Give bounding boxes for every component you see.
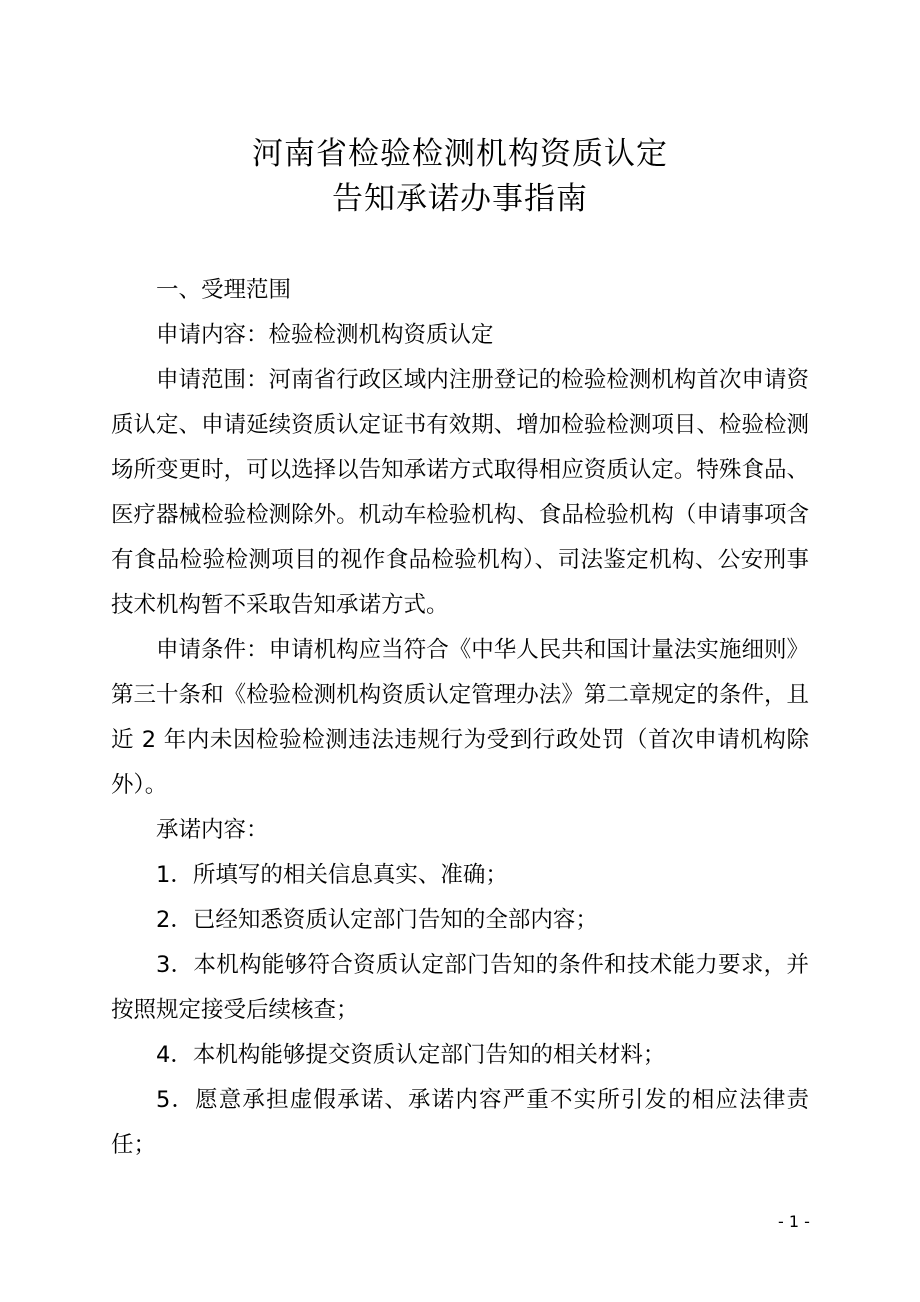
paragraph-application-content: 申请内容：检验检测机构资质认定 — [156, 322, 494, 348]
paragraph-application-conditions: 申请条件：申请机构应当符合《中华人民共和国计量法实施细则》第三十条和《检验检测机构资质认定管理办法》第二章规定的条件，且近 2 年内未因检验检测违法违规行为受到行政处罚（首次申请机构除外）。 — [111, 637, 809, 798]
document-body — [111, 268, 809, 1168]
document-title-line2: 告知承诺办事指南 — [332, 181, 588, 217]
section-heading-scope: 一、受理范围 — [156, 277, 292, 303]
document-title-line1: 河南省检验检测机构资质认定 — [252, 136, 668, 172]
paragraph-commitment-heading: 承诺内容： — [156, 817, 269, 843]
commitment-item-1: 1．所填写的相关信息真实、准确； — [156, 862, 508, 888]
commitment-item-4: 4．本机构能够提交资质认定部门告知的相关材料； — [156, 1042, 666, 1068]
page-number: - 1 - — [778, 1212, 810, 1231]
commitment-item-3: 3．本机构能够符合资质认定部门告知的条件和技术能力要求，并按照规定接受后续核查； — [111, 952, 809, 1023]
commitment-item-2: 2．已经知悉资质认定部门告知的全部内容； — [156, 907, 598, 933]
commitment-item-5: 5．愿意承担虚假承诺、承诺内容严重不实所引发的相应法律责任； — [111, 1087, 809, 1158]
paragraph-application-scope: 申请范围：河南省行政区域内注册登记的检验检测机构首次申请资质认定、申请延续资质认定证书有效期、增加检验检测项目、检验检测场所变更时，可以选择以告知承诺方式取得相应资质认定。特殊食品、医疗器械检验检测除外。机动车检验机构、食品检验机构（申请事项含有食品检验检测项目的视作食品检验机构）、司法鉴定机构、公安刑事技术机构暂不采取告知承诺方式。 — [111, 367, 809, 618]
